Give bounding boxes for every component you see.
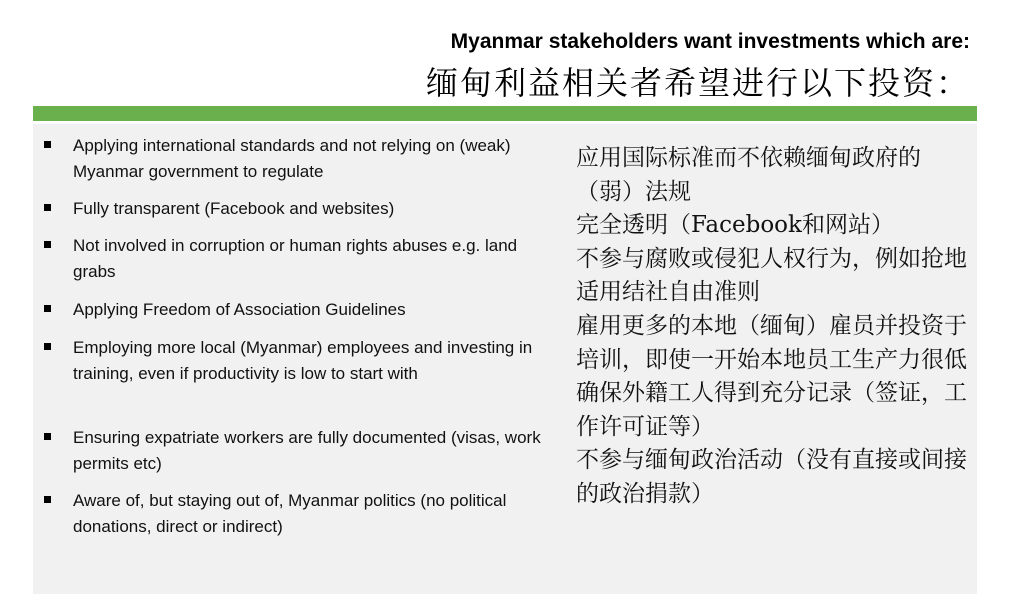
bullet-icon: [44, 496, 51, 503]
chinese-item-2: 完全透明（Facebook和网站）: [576, 212, 894, 239]
bullet-icon: [44, 433, 51, 440]
english-item-7: Aware of, but staying out of, Myanmar politics (no political donations, direct or indirect): [73, 491, 507, 536]
english-item-6: Ensuring expatriate workers are fully documented (visas, work permits etc): [73, 428, 541, 473]
bullet-icon: [44, 343, 51, 350]
english-item-5: Employing more local (Myanmar) employees and investing in training, even if productivity is low to start with: [73, 338, 533, 383]
english-item-3: Not involved in corruption or human rights abuses e.g. land grabs: [73, 236, 518, 281]
chinese-item-1: 应用国际标准而不依赖缅甸政府的（弱）法规: [576, 145, 921, 205]
slide-title-chinese: 缅甸利益相关者希望进行以下投资：: [425, 64, 970, 102]
bullet-icon: [44, 241, 51, 248]
chinese-item-5: 雇用更多的本地（缅甸）雇员并投资于培训，即使一开始本地员工生产力很低: [576, 312, 967, 373]
bullet-icon: [44, 141, 51, 148]
slide-title-english: Myanmar stakeholders want investments which are:: [450, 30, 970, 53]
chinese-item-3: 不参与腐败或侵犯人权行为，例如抢地: [576, 245, 967, 272]
chinese-translation-column: [576, 142, 968, 512]
bullet-icon: [44, 305, 51, 312]
bullet-icon: [44, 204, 51, 211]
english-item-4: Applying Freedom of Association Guidelines: [73, 300, 406, 319]
title-divider-bar: [33, 106, 977, 121]
chinese-item-6: 确保外籍工人得到充分记录（签证，工作许可证等）: [576, 380, 967, 440]
chinese-item-7: 不参与缅甸政治活动（没有直接或间接的政治捐款）: [576, 447, 967, 507]
english-item-1: Applying international standards and not relying on (weak) Myanmar government to regulate: [73, 136, 511, 181]
english-item-2: Fully transparent (Facebook and websites): [73, 199, 395, 218]
chinese-item-4: 适用结社自由准则: [576, 279, 760, 306]
